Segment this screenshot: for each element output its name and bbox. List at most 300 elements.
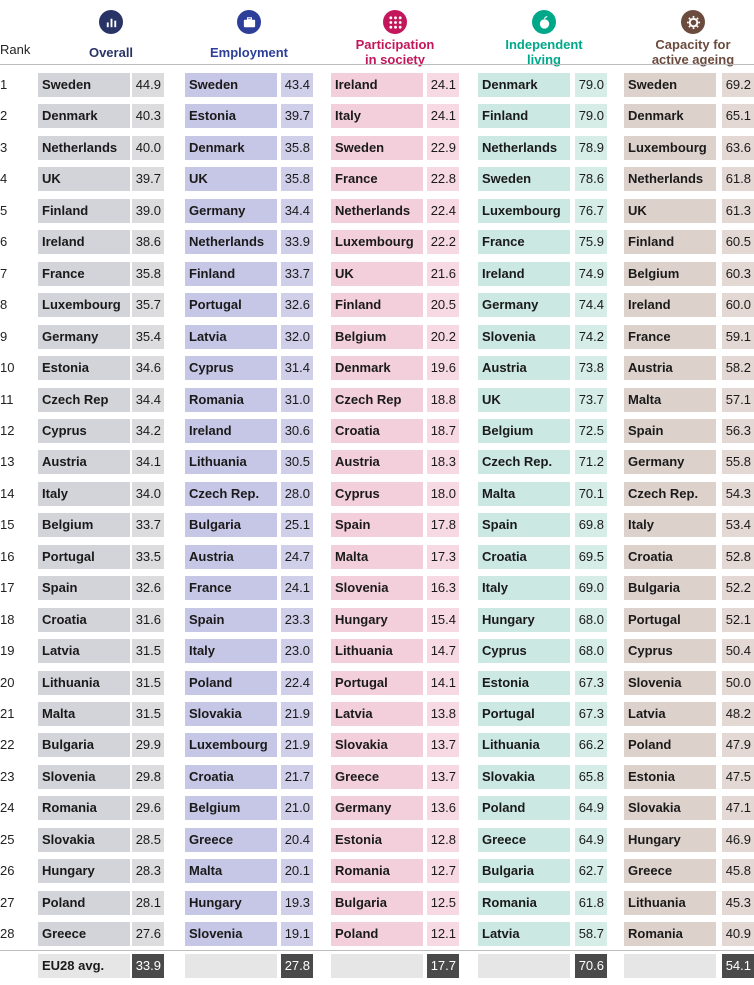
score-value: 65.8 (575, 765, 607, 789)
country-name: Belgium (38, 513, 130, 537)
rank-number: 7 (0, 265, 8, 281)
dots-grid-icon (383, 10, 407, 34)
country-name: Finland (185, 262, 277, 286)
country-name: Netherlands (185, 230, 277, 254)
score-value: 21.9 (281, 733, 313, 757)
table-row (0, 828, 754, 852)
score-value: 34.6 (132, 356, 164, 380)
country-name: Greece (624, 859, 716, 883)
score-value: 33.7 (281, 262, 313, 286)
score-value: 27.6 (132, 922, 164, 946)
score-value: 71.2 (575, 450, 607, 474)
score-value: 24.1 (427, 104, 459, 128)
table-row (0, 671, 754, 695)
score-value: 39.7 (281, 104, 313, 128)
score-value: 31.5 (132, 639, 164, 663)
country-name: Slovakia (624, 796, 716, 820)
country-name: Greece (331, 765, 423, 789)
score-value: 40.3 (132, 104, 164, 128)
score-value: 75.9 (575, 230, 607, 254)
score-value: 33.9 (281, 230, 313, 254)
score-value: 40.0 (132, 136, 164, 160)
country-name: Austria (624, 356, 716, 380)
table-row (0, 891, 754, 915)
country-name: Denmark (624, 104, 716, 128)
score-value: 13.7 (427, 733, 459, 757)
score-value: 22.8 (427, 167, 459, 191)
country-name: Italy (478, 576, 570, 600)
score-value: 12.8 (427, 828, 459, 852)
rank-number: 17 (0, 580, 15, 596)
eu-average-label: EU28 avg. (38, 954, 130, 978)
country-name: Malta (331, 545, 423, 569)
score-value: 57.1 (722, 388, 754, 412)
header-divider (0, 64, 754, 65)
score-value: 33.5 (132, 545, 164, 569)
score-value: 29.9 (132, 733, 164, 757)
avg-blank (478, 954, 570, 978)
score-value: 31.6 (132, 608, 164, 632)
country-name: Ireland (478, 262, 570, 286)
score-value: 20.4 (281, 828, 313, 852)
score-value: 31.5 (132, 671, 164, 695)
rank-number: 13 (0, 454, 15, 470)
country-name: Slovakia (478, 765, 570, 789)
country-name: Bulgaria (38, 733, 130, 757)
country-name: Latvia (38, 639, 130, 663)
country-name: UK (185, 167, 277, 191)
score-value: 69.8 (575, 513, 607, 537)
country-name: Ireland (624, 293, 716, 317)
country-name: Lithuania (185, 450, 277, 474)
country-name: Slovenia (478, 325, 570, 349)
score-value: 74.4 (575, 293, 607, 317)
score-value: 34.4 (132, 388, 164, 412)
country-name: Belgium (478, 419, 570, 443)
score-value: 29.6 (132, 796, 164, 820)
rank-header: Rank (0, 42, 31, 57)
score-value: 74.2 (575, 325, 607, 349)
score-value: 32.6 (132, 576, 164, 600)
country-name: Portugal (624, 608, 716, 632)
country-name: France (478, 230, 570, 254)
score-value: 31.0 (281, 388, 313, 412)
score-value: 47.9 (722, 733, 754, 757)
country-name: Malta (478, 482, 570, 506)
country-name: Belgium (185, 796, 277, 820)
score-value: 52.8 (722, 545, 754, 569)
score-value: 76.7 (575, 199, 607, 223)
score-value: 12.1 (427, 922, 459, 946)
country-name: Italy (38, 482, 130, 506)
country-name: Estonia (185, 104, 277, 128)
country-name: Bulgaria (624, 576, 716, 600)
score-value: 67.3 (575, 671, 607, 695)
rank-number: 9 (0, 328, 8, 344)
score-value: 47.5 (722, 765, 754, 789)
score-value: 61.8 (722, 167, 754, 191)
score-value: 65.1 (722, 104, 754, 128)
country-name: Greece (185, 828, 277, 852)
score-value: 17.3 (427, 545, 459, 569)
score-value: 21.0 (281, 796, 313, 820)
country-name: Czech Rep. (185, 482, 277, 506)
score-value: 19.1 (281, 922, 313, 946)
country-name: Czech Rep. (478, 450, 570, 474)
score-value: 60.0 (722, 293, 754, 317)
score-value: 34.0 (132, 482, 164, 506)
score-value: 14.1 (427, 671, 459, 695)
country-name: Lithuania (624, 891, 716, 915)
column-header-capacity (638, 10, 748, 68)
score-value: 67.3 (575, 702, 607, 726)
rank-number: 4 (0, 171, 8, 187)
country-name: Lithuania (331, 639, 423, 663)
score-value: 19.6 (427, 356, 459, 380)
country-name: Finland (38, 199, 130, 223)
country-name: Denmark (185, 136, 277, 160)
country-name: Hungary (624, 828, 716, 852)
country-name: Slovakia (331, 733, 423, 757)
country-name: Austria (331, 450, 423, 474)
country-name: Romania (478, 891, 570, 915)
country-name: Malta (38, 702, 130, 726)
table-row (0, 73, 754, 97)
country-name: Germany (331, 796, 423, 820)
country-name: Germany (478, 293, 570, 317)
country-name: Bulgaria (185, 513, 277, 537)
score-value: 22.2 (427, 230, 459, 254)
score-value: 52.2 (722, 576, 754, 600)
country-name: Sweden (624, 73, 716, 97)
score-value: 61.3 (722, 199, 754, 223)
score-value: 21.9 (281, 702, 313, 726)
country-name: Luxembourg (624, 136, 716, 160)
rank-number: 6 (0, 234, 8, 250)
country-name: Croatia (478, 545, 570, 569)
country-name: Italy (185, 639, 277, 663)
score-value: 50.4 (722, 639, 754, 663)
eu-average-value: 54.1 (722, 954, 754, 978)
table-row (0, 639, 754, 663)
table-row (0, 167, 754, 191)
table-row (0, 765, 754, 789)
country-name: Austria (38, 450, 130, 474)
country-name: Slovenia (185, 922, 277, 946)
score-value: 68.0 (575, 639, 607, 663)
eu-average-value: 17.7 (427, 954, 459, 978)
score-value: 78.9 (575, 136, 607, 160)
country-name: Poland (331, 922, 423, 946)
score-value: 53.4 (722, 513, 754, 537)
eu-average-value: 70.6 (575, 954, 607, 978)
country-name: Netherlands (624, 167, 716, 191)
rank-number: 25 (0, 831, 15, 847)
score-value: 45.8 (722, 859, 754, 883)
score-value: 60.5 (722, 230, 754, 254)
country-name: Poland (185, 671, 277, 695)
score-value: 29.8 (132, 765, 164, 789)
country-name: France (624, 325, 716, 349)
score-value: 34.2 (132, 419, 164, 443)
score-value: 64.9 (575, 796, 607, 820)
rank-number: 8 (0, 297, 8, 313)
country-name: Cyprus (185, 356, 277, 380)
country-name: Lithuania (478, 733, 570, 757)
country-name: Finland (624, 230, 716, 254)
rank-number: 18 (0, 611, 15, 627)
score-value: 35.8 (281, 136, 313, 160)
score-value: 28.3 (132, 859, 164, 883)
country-name: Estonia (38, 356, 130, 380)
country-name: Latvia (478, 922, 570, 946)
country-name: Latvia (624, 702, 716, 726)
country-name: France (331, 167, 423, 191)
score-value: 59.1 (722, 325, 754, 349)
score-value: 43.4 (281, 73, 313, 97)
rank-number: 23 (0, 768, 15, 784)
country-name: France (185, 576, 277, 600)
score-value: 28.5 (132, 828, 164, 852)
eu-average-value: 33.9 (132, 954, 164, 978)
score-value: 39.7 (132, 167, 164, 191)
score-value: 22.9 (427, 136, 459, 160)
score-value: 58.7 (575, 922, 607, 946)
country-name: Hungary (38, 859, 130, 883)
score-value: 68.0 (575, 608, 607, 632)
score-value: 33.7 (132, 513, 164, 537)
country-name: Ireland (331, 73, 423, 97)
table-row (0, 545, 754, 569)
score-value: 21.6 (427, 262, 459, 286)
score-value: 73.8 (575, 356, 607, 380)
score-value: 39.0 (132, 199, 164, 223)
table-row (0, 136, 754, 160)
avg-blank (624, 954, 716, 978)
score-value: 31.4 (281, 356, 313, 380)
score-value: 30.5 (281, 450, 313, 474)
score-value: 34.1 (132, 450, 164, 474)
country-name: Luxembourg (38, 293, 130, 317)
country-name: Luxembourg (185, 733, 277, 757)
score-value: 13.8 (427, 702, 459, 726)
score-value: 35.8 (132, 262, 164, 286)
country-name: Portugal (331, 671, 423, 695)
score-value: 32.0 (281, 325, 313, 349)
table-row (0, 104, 754, 128)
country-name: Finland (478, 104, 570, 128)
score-value: 20.5 (427, 293, 459, 317)
country-name: Hungary (185, 891, 277, 915)
score-value: 55.8 (722, 450, 754, 474)
bar-chart-icon (99, 10, 123, 34)
table-row (0, 199, 754, 223)
rank-number: 20 (0, 674, 15, 690)
country-name: Romania (38, 796, 130, 820)
table-row (0, 859, 754, 883)
score-value: 18.7 (427, 419, 459, 443)
rank-number: 24 (0, 800, 15, 816)
rank-number: 15 (0, 517, 15, 533)
score-value: 64.9 (575, 828, 607, 852)
score-value: 28.1 (132, 891, 164, 915)
rank-number: 2 (0, 108, 8, 124)
rank-number: 27 (0, 894, 15, 910)
score-value: 78.6 (575, 167, 607, 191)
apple-icon (532, 10, 556, 34)
score-value: 70.1 (575, 482, 607, 506)
table-row (0, 482, 754, 506)
country-name: Sweden (331, 136, 423, 160)
score-value: 62.7 (575, 859, 607, 883)
score-value: 20.2 (427, 325, 459, 349)
country-name: Latvia (331, 702, 423, 726)
score-value: 61.8 (575, 891, 607, 915)
score-value: 25.1 (281, 513, 313, 537)
country-name: Latvia (185, 325, 277, 349)
score-value: 63.6 (722, 136, 754, 160)
table-row (0, 702, 754, 726)
column-title-capacity: Capacity for active ageing (651, 37, 735, 67)
country-name: Ireland (38, 230, 130, 254)
country-name: Slovenia (624, 671, 716, 695)
country-name: Denmark (331, 356, 423, 380)
score-value: 46.9 (722, 828, 754, 852)
rank-number: 21 (0, 706, 15, 721)
column-header-overall (66, 10, 156, 68)
country-name: Estonia (478, 671, 570, 695)
table-row (0, 922, 754, 946)
country-name: Slovenia (331, 576, 423, 600)
rank-number: 14 (0, 485, 15, 501)
score-value: 12.7 (427, 859, 459, 883)
score-value: 24.1 (427, 73, 459, 97)
country-name: Poland (478, 796, 570, 820)
country-name: Slovakia (185, 702, 277, 726)
score-value: 35.8 (281, 167, 313, 191)
country-name: Spain (185, 608, 277, 632)
country-name: France (38, 262, 130, 286)
country-name: Italy (331, 104, 423, 128)
table-row (0, 608, 754, 632)
country-name: Portugal (478, 702, 570, 726)
country-name: Slovenia (38, 765, 130, 789)
score-value: 44.9 (132, 73, 164, 97)
score-value: 69.0 (575, 576, 607, 600)
score-value: 72.5 (575, 419, 607, 443)
score-value: 73.7 (575, 388, 607, 412)
score-value: 66.2 (575, 733, 607, 757)
country-name: Czech Rep (331, 388, 423, 412)
country-name: Cyprus (478, 639, 570, 663)
score-value: 28.0 (281, 482, 313, 506)
table-row (0, 388, 754, 412)
country-name: Cyprus (38, 419, 130, 443)
avg-blank (331, 954, 423, 978)
score-value: 58.2 (722, 356, 754, 380)
score-value: 16.3 (427, 576, 459, 600)
rank-number: 16 (0, 548, 15, 564)
score-value: 56.3 (722, 419, 754, 443)
country-name: Denmark (478, 73, 570, 97)
country-name: Austria (185, 545, 277, 569)
country-name: UK (38, 167, 130, 191)
avg-blank (185, 954, 277, 978)
country-name: Spain (331, 513, 423, 537)
table-row (0, 325, 754, 349)
country-name: Poland (38, 891, 130, 915)
country-name: Denmark (38, 104, 130, 128)
country-name: Luxembourg (331, 230, 423, 254)
score-value: 69.5 (575, 545, 607, 569)
column-title-employment: Employment (209, 44, 288, 60)
country-name: Czech Rep. (624, 482, 716, 506)
eu-average-row (0, 954, 754, 978)
rank-number: 3 (0, 139, 8, 155)
score-value: 14.7 (427, 639, 459, 663)
country-name: Cyprus (624, 639, 716, 663)
score-value: 23.3 (281, 608, 313, 632)
rank-number: 12 (0, 422, 15, 438)
country-name: Spain (624, 419, 716, 443)
score-value: 34.4 (281, 199, 313, 223)
score-value: 15.4 (427, 608, 459, 632)
score-value: 13.6 (427, 796, 459, 820)
score-value: 24.7 (281, 545, 313, 569)
score-value: 40.9 (722, 922, 754, 946)
country-name: Poland (624, 733, 716, 757)
country-name: Germany (185, 199, 277, 223)
score-value: 22.4 (281, 671, 313, 695)
score-value: 38.6 (132, 230, 164, 254)
rank-number: 22 (0, 737, 15, 753)
country-name: Croatia (331, 419, 423, 443)
column-header-employment (200, 10, 298, 68)
country-name: Cyprus (331, 482, 423, 506)
country-name: Croatia (38, 608, 130, 632)
country-name: Portugal (38, 545, 130, 569)
country-name: Czech Rep (38, 388, 130, 412)
column-title-independent: Independent living (505, 37, 583, 67)
score-value: 48.2 (722, 702, 754, 726)
score-value: 12.5 (427, 891, 459, 915)
country-name: Netherlands (331, 199, 423, 223)
eu-average-value: 27.8 (281, 954, 313, 978)
footer-divider (0, 950, 754, 951)
score-value: 45.3 (722, 891, 754, 915)
country-name: Luxembourg (478, 199, 570, 223)
country-name: Malta (624, 388, 716, 412)
table-row (0, 733, 754, 757)
country-name: Netherlands (38, 136, 130, 160)
country-name: Sweden (478, 167, 570, 191)
country-name: Lithuania (38, 671, 130, 695)
table-row (0, 450, 754, 474)
score-value: 60.3 (722, 262, 754, 286)
country-name: Spain (478, 513, 570, 537)
score-value: 20.1 (281, 859, 313, 883)
country-name: Greece (478, 828, 570, 852)
score-value: 19.3 (281, 891, 313, 915)
country-name: Malta (185, 859, 277, 883)
rank-number: 11 (0, 391, 14, 407)
score-value: 79.0 (575, 104, 607, 128)
country-name: Finland (331, 293, 423, 317)
table-row (0, 293, 754, 317)
score-value: 18.8 (427, 388, 459, 412)
table-row (0, 356, 754, 380)
country-name: Portugal (185, 293, 277, 317)
